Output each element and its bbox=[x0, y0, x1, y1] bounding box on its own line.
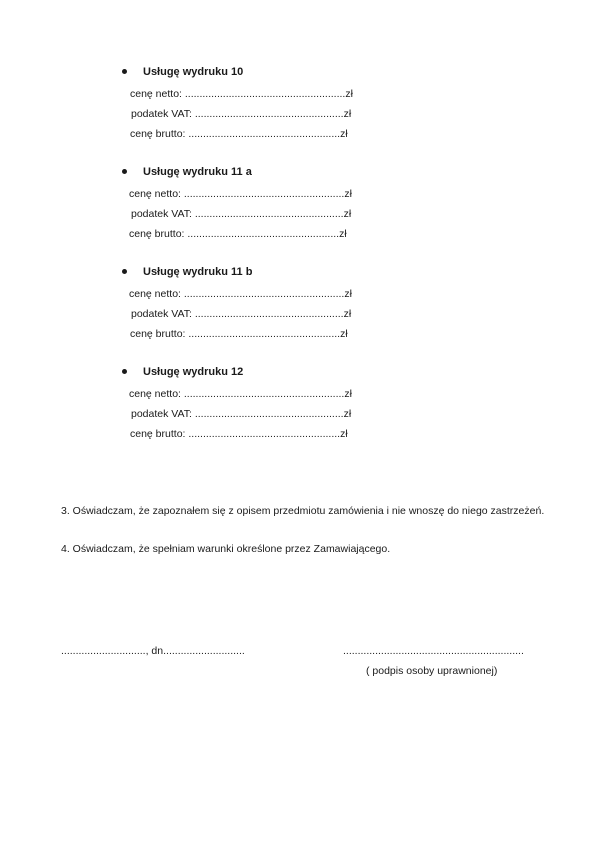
signature-caption: ( podpis osoby uprawnionej) bbox=[366, 665, 498, 677]
statement-4: 4. Oświadczam, że spełniam warunki określone przez Zamawiającego. bbox=[61, 543, 391, 555]
service-title: Usługę wydruku 11 a bbox=[143, 166, 252, 178]
place-date-field: ............................., dn............................ bbox=[61, 645, 245, 657]
price-line-vat bbox=[122, 104, 382, 124]
service-title-row bbox=[122, 164, 382, 180]
currency-unit: zł bbox=[343, 408, 352, 420]
signature-line: .............................................................. bbox=[343, 645, 524, 657]
service-block-10 bbox=[122, 64, 382, 144]
price-label: podatek VAT: bbox=[131, 108, 192, 120]
bullet-icon bbox=[122, 369, 127, 374]
bullet-icon bbox=[122, 69, 127, 74]
currency-unit: zł bbox=[344, 188, 352, 200]
price-line-brutto bbox=[122, 324, 382, 344]
currency-unit: zł bbox=[340, 428, 348, 440]
fill-dots: .................................................... bbox=[184, 228, 340, 240]
price-line-vat bbox=[122, 304, 382, 324]
service-title-row bbox=[122, 64, 382, 80]
currency-unit: zł bbox=[345, 88, 353, 100]
fill-dots: ................................................... bbox=[191, 108, 344, 120]
price-line-netto bbox=[122, 184, 382, 204]
price-label: cenę netto: bbox=[129, 288, 181, 300]
statement-3: 3. Oświadczam, że zapoznałem się z opisem przedmiotu zamówienia i nie wnoszę do niego zastrzeżeń. bbox=[61, 505, 545, 517]
service-block-11a bbox=[122, 164, 382, 244]
price-line-brutto bbox=[122, 124, 382, 144]
price-line-vat bbox=[122, 204, 382, 224]
price-label: cenę netto: bbox=[130, 88, 182, 100]
service-block-12 bbox=[122, 364, 382, 444]
fill-dots: .................................................... bbox=[185, 128, 341, 140]
price-line-brutto bbox=[122, 424, 382, 444]
price-line-vat bbox=[122, 404, 382, 424]
service-title: Usługę wydruku 11 b bbox=[143, 266, 253, 278]
price-line-brutto bbox=[122, 224, 382, 244]
currency-unit: zł bbox=[344, 388, 352, 400]
price-label: cenę brutto: bbox=[129, 228, 185, 240]
service-title: Usługę wydruku 10 bbox=[143, 66, 244, 78]
price-label: podatek VAT: bbox=[131, 408, 192, 420]
service-title-row bbox=[122, 264, 382, 280]
service-title-row bbox=[122, 364, 382, 380]
bullet-icon bbox=[122, 269, 127, 274]
currency-unit: zł bbox=[343, 108, 352, 120]
currency-unit: zł bbox=[343, 308, 352, 320]
price-label: podatek VAT: bbox=[131, 308, 192, 320]
price-label: podatek VAT: bbox=[131, 208, 192, 220]
fill-dots: .................................................... bbox=[185, 328, 341, 340]
fill-dots: .................................................... bbox=[185, 428, 341, 440]
fill-dots: ................................................... bbox=[191, 308, 344, 320]
price-line-netto bbox=[122, 84, 382, 104]
bullet-icon bbox=[122, 169, 127, 174]
fill-dots: ................................................... bbox=[191, 408, 344, 420]
currency-unit: zł bbox=[340, 328, 348, 340]
price-label: cenę brutto: bbox=[130, 328, 186, 340]
fill-dots: ....................................................... bbox=[180, 388, 345, 400]
currency-unit: zł bbox=[339, 228, 347, 240]
currency-unit: zł bbox=[340, 128, 348, 140]
fill-dots: ....................................................... bbox=[180, 288, 345, 300]
service-title: Usługę wydruku 12 bbox=[143, 366, 244, 378]
service-block-11b bbox=[122, 264, 382, 344]
fill-dots: ................................................... bbox=[191, 208, 344, 220]
currency-unit: zł bbox=[343, 208, 352, 220]
price-label: cenę netto: bbox=[129, 388, 181, 400]
fill-dots: ....................................................... bbox=[181, 88, 346, 100]
fill-dots: ....................................................... bbox=[180, 188, 345, 200]
price-label: cenę netto: bbox=[129, 188, 181, 200]
price-label: cenę brutto: bbox=[130, 128, 186, 140]
currency-unit: zł bbox=[344, 288, 352, 300]
price-line-netto bbox=[122, 284, 382, 304]
price-line-netto bbox=[122, 384, 382, 404]
price-label: cenę brutto: bbox=[130, 428, 186, 440]
